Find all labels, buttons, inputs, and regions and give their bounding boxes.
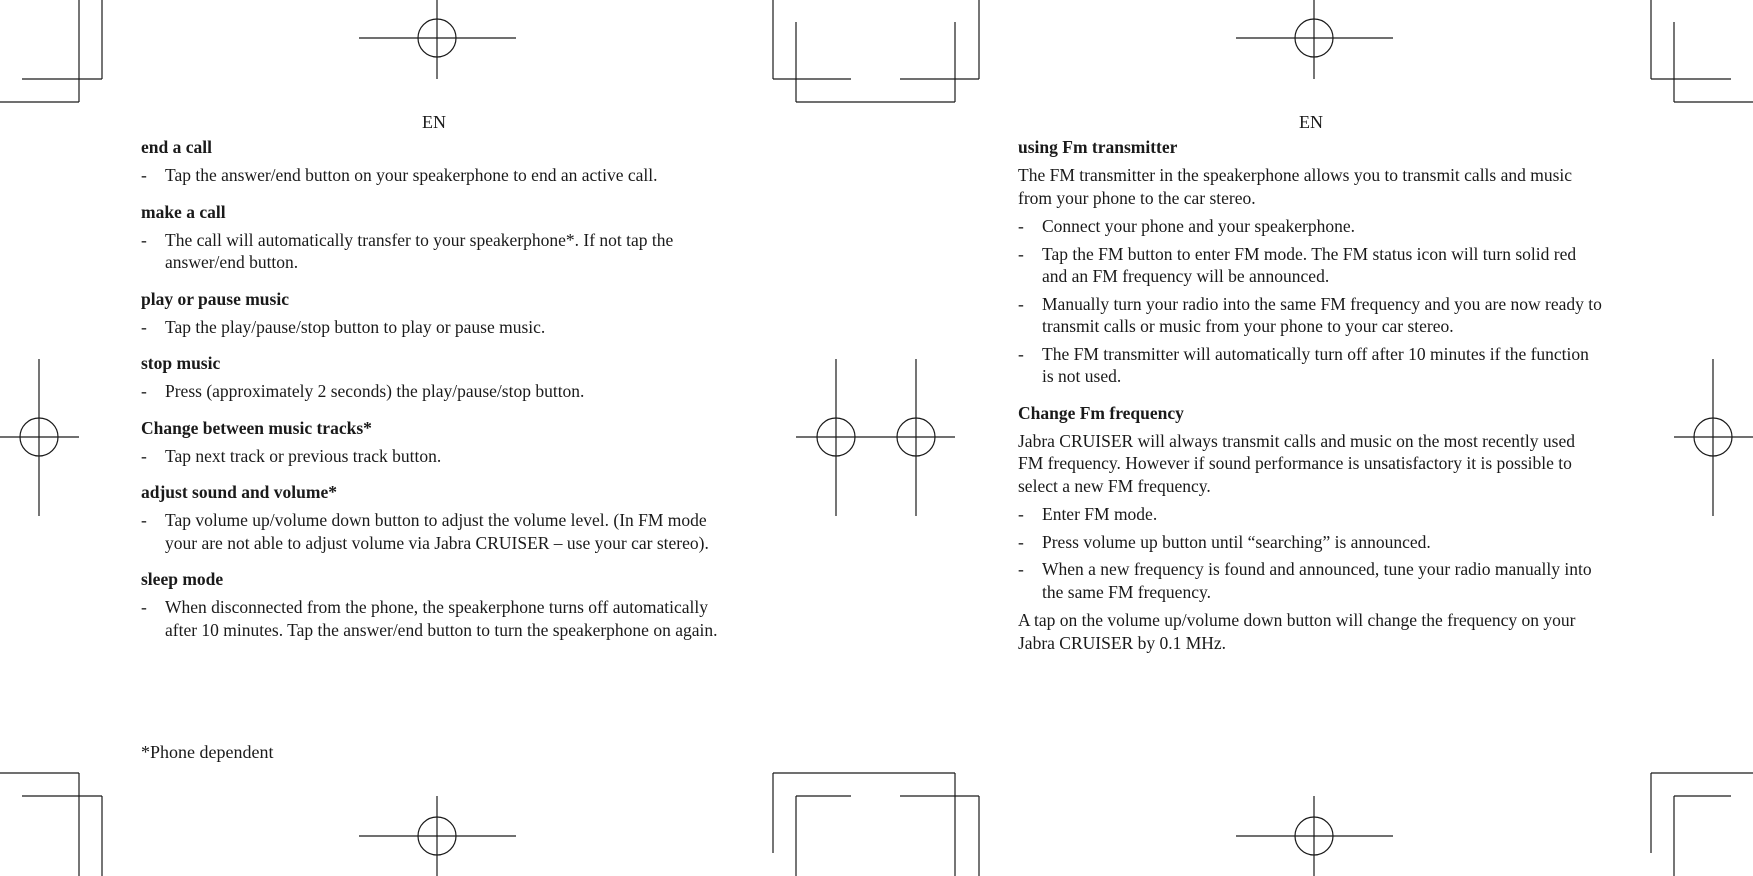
section-intro: Jabra CRUISER will always transmit calls and music on the most recently used FM frequency. However if sound performance is unsatisfactory it is possible to select a new FM frequency. <box>1018 430 1575 496</box>
section-intro: The FM transmitter in the speakerphone allows you to transmit calls and music from your phone to the car stereo. <box>1018 165 1573 208</box>
list-item: - Tap next track or previous track button. <box>141 445 731 468</box>
section-play-pause <box>141 288 731 339</box>
bullet-list <box>1018 215 1602 388</box>
bullet-list <box>141 596 731 641</box>
bullet-list <box>141 316 731 339</box>
section-heading: end a call <box>141 137 212 157</box>
section-adjust-volume <box>141 481 731 554</box>
language-label-left: EN <box>422 112 446 132</box>
section-heading: sleep mode <box>141 569 224 589</box>
section-stop-music <box>141 352 731 403</box>
section-outro: A tap on the volume up/volume down button will change the frequency on your Jabra CRUISER by 0.1 MHz. <box>1018 610 1576 653</box>
section-change-tracks <box>141 417 731 468</box>
section-heading: Change between music tracks* <box>141 417 372 438</box>
list-item: - The FM transmitter will automatically turn off after 10 minutes if the function is not used. <box>1018 343 1602 388</box>
list-item: - Enter FM mode. <box>1018 503 1602 526</box>
list-item: - Tap the answer/end button on your speakerphone to end an active call. <box>141 164 731 187</box>
section-heading: play or pause music <box>141 288 289 309</box>
section-fm-transmitter <box>1018 136 1602 388</box>
list-item: - Connect your phone and your speakerphone. <box>1018 215 1602 238</box>
bullet-list <box>141 380 731 403</box>
language-label-right: EN <box>1299 112 1323 132</box>
bullet-list <box>141 229 731 274</box>
section-heading: Change Fm frequency <box>1018 402 1184 423</box>
section-make-call <box>141 201 731 274</box>
footnote: *Phone dependent <box>141 742 274 762</box>
bullet-list <box>141 164 731 187</box>
right-page <box>1018 108 1602 654</box>
section-sleep-mode <box>141 568 731 641</box>
section-heading: adjust sound and volume* <box>141 482 337 502</box>
list-item: - Tap the play/pause/stop button to play or pause music. <box>141 316 731 339</box>
bullet-list <box>141 509 731 554</box>
section-heading: make a call <box>141 201 226 222</box>
list-item: - Press (approximately 2 seconds) the play/pause/stop button. <box>141 380 731 403</box>
list-item: - When disconnected from the phone, the speakerphone turns off automatically after 10 minutes. Tap the answer/end button to turn the speakerphone on again. <box>141 596 731 641</box>
bullet-list <box>1018 503 1602 603</box>
list-item: - Tap volume up/volume down button to adjust the volume level. (In FM mode your are not able to adjust volume via Jabra CRUISER – use your car stereo). <box>141 509 731 554</box>
section-heading: stop music <box>141 353 221 373</box>
list-item: - Manually turn your radio into the same FM frequency and you are now ready to transmit calls or music from your phone to your car stereo. <box>1018 293 1602 338</box>
list-item: - Tap the FM button to enter FM mode. The FM status icon will turn solid red and an FM frequency will be announced. <box>1018 243 1602 288</box>
list-item: - When a new frequency is found and announced, tune your radio manually into the same FM frequency. <box>1018 558 1602 603</box>
section-change-fm-frequency <box>1018 402 1602 655</box>
left-page <box>141 108 731 641</box>
list-item: - Press volume up button until “searching” is announced. <box>1018 531 1602 554</box>
section-end-call <box>141 136 731 187</box>
bullet-list <box>141 445 731 468</box>
section-heading: using Fm transmitter <box>1018 137 1178 157</box>
list-item: - The call will automatically transfer to your speakerphone*. If not tap the answer/end button. <box>141 229 731 274</box>
